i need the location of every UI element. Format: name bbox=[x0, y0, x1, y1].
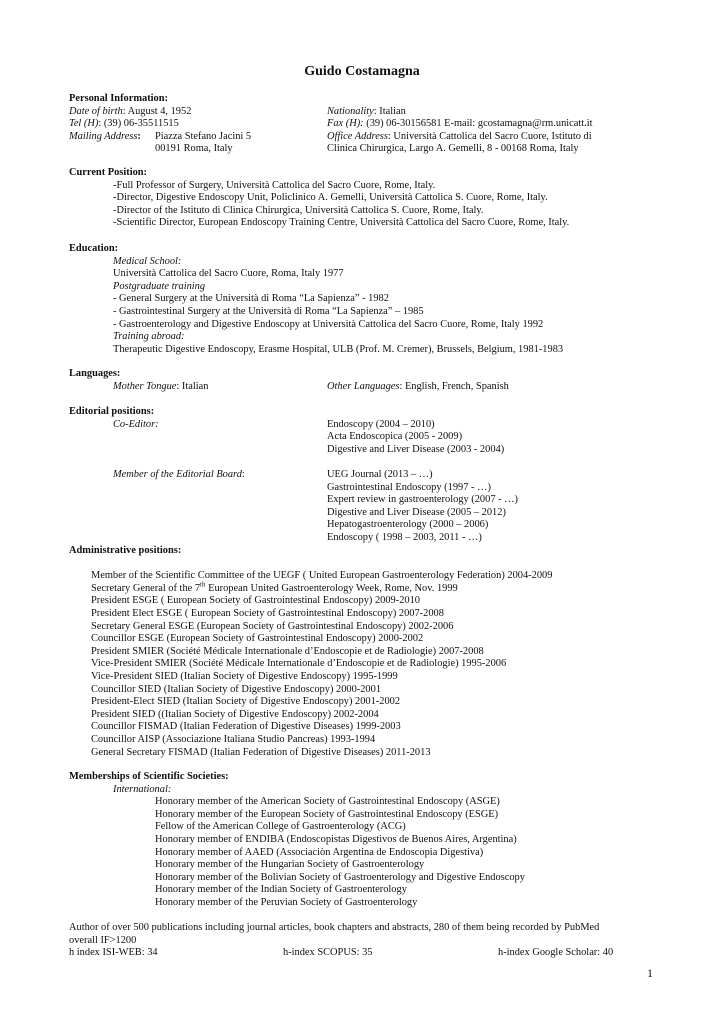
membership-item: Honorary member of the American Society of Gastrointestinal Endoscopy (ASGE) bbox=[155, 796, 500, 808]
editorial-board-label: Member of the Editorial Board bbox=[113, 468, 242, 480]
admin-item: Vice-President SMIER (Société Médicale Internationale d’Endoscopie et de Radiologie) 1995-2006 bbox=[91, 658, 507, 670]
dob-value: : August 4, 1952 bbox=[122, 105, 192, 117]
personal-row-3 bbox=[69, 131, 689, 144]
tel-value: : (39) 06-35511515 bbox=[98, 118, 179, 130]
coeditor-item: Endoscopy (2004 – 2010) bbox=[327, 418, 435, 430]
membership-item: Honorary member of AAED (Associaciòn Argentina de Endoscopia Digestiva) bbox=[155, 846, 484, 858]
admin-item: Councillor SIED (Italian Society of Digestive Endoscopy) 2000-2001 bbox=[91, 683, 382, 695]
mailing-label: Mailing Address bbox=[69, 130, 138, 142]
admin-item: Vice-President SIED (Italian Society of Digestive Endoscopy) 1995-1999 bbox=[91, 670, 398, 682]
board-item: Digestive and Liver Disease (2005 – 2012) bbox=[327, 506, 506, 518]
postgrad-item: - General Surgery at the Università di Roma “La Sapienza” - 1982 bbox=[113, 293, 389, 305]
position-item: -Full Professor of Surgery, Università Cattolica del Sacro Cuore, Rome, Italy. bbox=[113, 179, 436, 191]
other-languages-label: Other Languages bbox=[327, 380, 400, 392]
education-heading: Education: bbox=[69, 243, 119, 254]
languages-heading: Languages: bbox=[69, 368, 121, 379]
mother-tongue-label: Mother Tongue bbox=[113, 380, 177, 392]
training-abroad-label: Training abroad: bbox=[113, 331, 185, 343]
editorial-section: Editorial positions: Co-Editor: Endoscopy (2004 – 2010) Acta Endoscopica (2005 - 2009) Digestive and Liver Disease (2003 - 2004) Member of the Editorial Board: UEG Journal (2013 – …) Gastrointestinal Endoscopy (1997 - …) Expert review in gastroenterology (2007 - …) Digestive and Liver Disease (2005 – 2012) Hepatogastroenterology (2000 – 2006) Endoscopy ( 1998 – 2003, 2011 - …) bbox=[69, 406, 689, 545]
admin-item: Councillor ESGE (European Society of Gastrointestinal Endoscopy) 2000-2002 bbox=[91, 633, 424, 645]
membership-item: Fellow of the American College of Gastroenterology (ACG) bbox=[155, 821, 406, 833]
nationality-value: : Italian bbox=[373, 105, 406, 117]
fax-email-value: (39) 06-30156581 E-mail: gcostamagna@rm.unicatt.it bbox=[363, 118, 593, 130]
office-line-1: : Università Cattolica del Sacro Cuore, Istituto di bbox=[387, 130, 592, 142]
admin-item: Member of the Scientific Committee of the UEGF ( United European Gastroenterology Federation) 2004-2009 bbox=[91, 570, 553, 582]
membership-item: Honorary member of the Bolivian Society of Gastroenterology and Digestive Endoscopy bbox=[155, 871, 525, 883]
position-item: -Director, Digestive Endoscopy Unit, Policlinico A. Gemelli, Università Cattolica S. Cuore, Rome, Italy. bbox=[113, 192, 548, 204]
mother-tongue-value: : Italian bbox=[176, 380, 209, 392]
nationality-label: Nationality bbox=[327, 105, 374, 117]
office-label: Office Address bbox=[327, 130, 388, 142]
position-item: -Scientific Director, European Endoscopy Training Centre, Università Cattolica del Sacro Cuore, Rome, Italy. bbox=[113, 217, 570, 229]
publications-summary: Author of over 500 publications including journal articles, book chapters and abstracts, 280 of them being recorded by PubMed bbox=[69, 922, 600, 933]
medical-school-value: Università Cattolica del Sacro Cuore, Roma, Italy 1977 bbox=[113, 268, 344, 280]
position-item: -Director of the Istituto di Clinica Chirurgica, Università Cattolica S. Cuore, Rome, Italy. bbox=[113, 204, 484, 216]
postgrad-label: Postgraduate training bbox=[113, 280, 206, 292]
membership-item: Honorary member of the European Society of Gastrointestinal Endoscopy (ESGE) bbox=[155, 808, 499, 820]
administrative-heading: Administrative positions: bbox=[69, 545, 182, 556]
mailing-colon: : bbox=[137, 130, 141, 142]
publications-section bbox=[69, 922, 689, 960]
membership-item: Honorary member of the Peruvian Society of Gastroenterology bbox=[155, 896, 418, 908]
personal-row-4 bbox=[69, 143, 689, 156]
fax-label: Fax (H): bbox=[327, 118, 364, 130]
admin-item: General Secretary FISMAD (Italian Federation of Digestive Diseases) 2011-2013 bbox=[91, 746, 431, 758]
education-section bbox=[69, 243, 689, 356]
current-position-heading: Current Position: bbox=[69, 167, 148, 178]
postgrad-item: - Gastrointestinal Surgery at the Università di Roma “La Sapienza” – 1985 bbox=[113, 305, 424, 317]
hindex-isi: h index ISI-WEB: 34 bbox=[69, 947, 158, 959]
page-title: Guido Costamagna bbox=[304, 64, 420, 79]
board-item: Hepatogastroenterology (2000 – 2006) bbox=[327, 519, 489, 531]
admin-item: Councillor AISP (Associazione Italiana Studio Pancreas) 1993-1994 bbox=[91, 733, 376, 745]
other-languages-value: : English, French, Spanish bbox=[399, 380, 509, 392]
board-item: Gastrointestinal Endoscopy (1997 - …) bbox=[327, 481, 491, 493]
hindex-google: h-index Google Scholar: 40 bbox=[498, 947, 614, 959]
coeditor-label: Co-Editor: bbox=[113, 418, 159, 430]
admin-item: President SIED ((Italian Society of Digestive Endoscopy) 2002-2004 bbox=[91, 708, 379, 720]
editorial-heading: Editorial positions: bbox=[69, 406, 155, 417]
admin-item: Councillor FISMAD (Italian Federation of Digestive Diseases) 1999-2003 bbox=[91, 721, 401, 733]
tel-label: Tel (H) bbox=[69, 118, 99, 130]
admin-item: President-Elect SIED (Italian Society of Digestive Endoscopy) 2001-2002 bbox=[91, 696, 401, 708]
mailing-line-2: 00191 Roma, Italy bbox=[155, 143, 233, 155]
memberships-heading: Memberships of Scientific Societies: bbox=[69, 771, 229, 782]
postgrad-item: - Gastroenterology and Digestive Endoscopy at Università Cattolica del Sacro Cuore, Rome, Italy 1992 bbox=[113, 318, 544, 330]
personal-heading: Personal Information: bbox=[69, 93, 168, 104]
training-abroad-value: Therapeutic Digestive Endoscopy, Erasme Hospital, ULB (Prof. M. Cremer), Brussels, Belgium, 1981-1983 bbox=[113, 343, 564, 355]
languages-section bbox=[69, 368, 689, 393]
admin-item: President Elect ESGE ( European Society of Gastrointestinal Endoscopy) 2007-2008 bbox=[91, 607, 444, 619]
international-label: International: bbox=[113, 783, 172, 795]
membership-item: Honorary member of the Hungarian Society of Gastroenterology bbox=[155, 859, 425, 871]
medical-school-label: Medical School: bbox=[113, 255, 182, 267]
membership-item: Honorary member of ENDIBA (Endoscopistas Digestivos de Buenos Aires, Argentina) bbox=[155, 833, 517, 845]
coeditor-item: Digestive and Liver Disease (2003 - 2004) bbox=[327, 443, 505, 455]
membership-item: Honorary member of the Indian Society of Gastroenterology bbox=[155, 884, 407, 896]
office-line-2: Clinica Chirurgica, Largo A. Gemelli, 8 - 00168 Roma, Italy bbox=[327, 143, 579, 155]
admin-item: Secretary General of the 7th European United Gastroenterology Week, Rome, Nov. 1999 bbox=[91, 580, 458, 594]
board-item: Endoscopy ( 1998 – 2003, 2011 - …) bbox=[327, 531, 482, 543]
publications-if: overall IF>1200 bbox=[69, 934, 137, 946]
page-number: 1 bbox=[647, 966, 653, 980]
mailing-line-1: Piazza Stefano Jacini 5 bbox=[155, 130, 252, 142]
coeditor-item: Acta Endoscopica (2005 - 2009) bbox=[327, 431, 463, 443]
dob-label: Date of birth bbox=[69, 105, 123, 117]
admin-item: President SMIER (Société Médicale Internationale d’Endoscopie et de Radiologie) 2007-2008 bbox=[91, 645, 484, 657]
board-item: Expert review in gastroenterology (2007 - …) bbox=[327, 494, 519, 506]
personal-row-2 bbox=[69, 118, 689, 131]
admin-item: Secretary General ESGE (European Society of Gastrointestinal Endoscopy) 2002-2006 bbox=[91, 620, 454, 632]
languages-row bbox=[69, 381, 689, 394]
personal-row-1 bbox=[69, 106, 689, 119]
administrative-section bbox=[69, 545, 689, 759]
memberships-section bbox=[69, 771, 689, 910]
current-position-section bbox=[69, 167, 689, 230]
hindex-scopus: h-index SCOPUS: 35 bbox=[283, 947, 373, 959]
board-item: UEG Journal (2013 – …) bbox=[327, 468, 433, 480]
personal-information-section bbox=[69, 93, 689, 156]
admin-item: President ESGE ( European Society of Gastrointestinal Endoscopy) 2009-2010 bbox=[91, 595, 420, 607]
